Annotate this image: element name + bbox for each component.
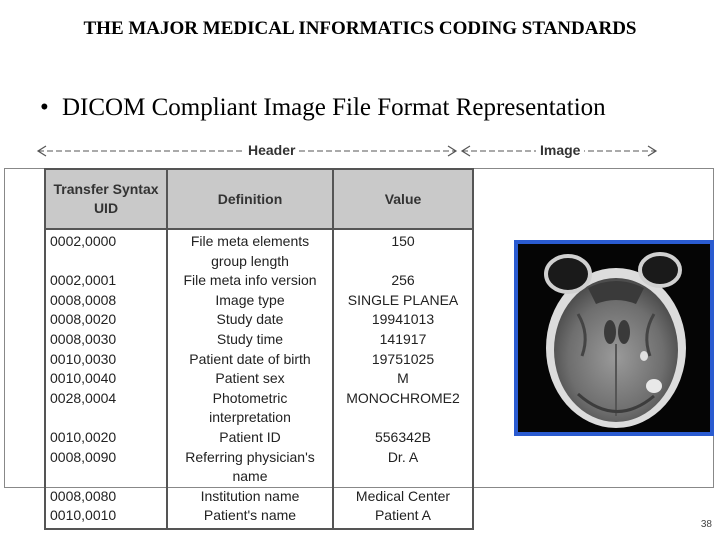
tag-cell: 0008,0030 — [45, 330, 167, 350]
table-row — [45, 271, 473, 291]
table-row — [45, 330, 473, 350]
tag-cell: 0002,0001 — [45, 271, 167, 291]
ct-scan-image — [514, 240, 714, 436]
tag-cell: 0008,0008 — [45, 291, 167, 311]
value-cell: Dr. A — [333, 448, 473, 487]
tag-cell: 0008,0090 — [45, 448, 167, 487]
definition-cell: Patient's name — [167, 506, 333, 529]
value-cell: 150 — [333, 229, 473, 271]
definition-cell: Image type — [167, 291, 333, 311]
table-row — [45, 506, 473, 529]
definition-cell: File meta elements group length — [167, 229, 333, 271]
table-row — [45, 350, 473, 370]
definition-cell: Patient date of birth — [167, 350, 333, 370]
col-transfer-syntax: Transfer Syntax UID — [45, 169, 167, 229]
definition-cell: File meta info version — [167, 271, 333, 291]
col-definition: Definition — [167, 169, 333, 229]
definition-cell: Study time — [167, 330, 333, 350]
value-cell: 19751025 — [333, 350, 473, 370]
table-row — [45, 428, 473, 448]
value-cell: 256 — [333, 271, 473, 291]
value-cell: Medical Center — [333, 487, 473, 507]
bullet-dot: • — [40, 94, 49, 121]
value-cell: Patient A — [333, 506, 473, 529]
tag-cell: 0002,0000 — [45, 229, 167, 271]
tag-cell: 0010,0010 — [45, 506, 167, 529]
header-label: Header — [244, 142, 299, 158]
tag-cell: 0010,0040 — [45, 369, 167, 389]
page-number: 38 — [700, 519, 712, 530]
tag-cell: 0028,0004 — [45, 389, 167, 428]
value-cell: 556342B — [333, 428, 473, 448]
table-row — [45, 487, 473, 507]
brain-ct-scan — [518, 244, 710, 432]
tag-cell: 0010,0020 — [45, 428, 167, 448]
table-row — [45, 310, 473, 330]
table-row — [45, 369, 473, 389]
definition-cell: Institution name — [167, 487, 333, 507]
value-cell: M — [333, 369, 473, 389]
bullet-point — [40, 94, 606, 122]
image-label: Image — [536, 142, 584, 158]
col-value: Value — [333, 169, 473, 229]
value-cell: SINGLE PLANEA — [333, 291, 473, 311]
table-row — [45, 229, 473, 271]
definition-cell: Photometric interpretation — [167, 389, 333, 428]
table-row — [45, 389, 473, 428]
table-header-row — [45, 169, 473, 229]
value-cell: 141917 — [333, 330, 473, 350]
definition-cell: Patient sex — [167, 369, 333, 389]
definition-cell: Patient ID — [167, 428, 333, 448]
definition-cell: Referring physician's name — [167, 448, 333, 487]
tag-cell: 0010,0030 — [45, 350, 167, 370]
tag-cell: 0008,0080 — [45, 487, 167, 507]
table-row — [45, 448, 473, 487]
value-cell: 19941013 — [333, 310, 473, 330]
table-row — [45, 291, 473, 311]
definition-cell: Study date — [167, 310, 333, 330]
slide-title: THE MAJOR MEDICAL INFORMATICS CODING STANDARDS — [83, 18, 637, 39]
tag-cell: 0008,0020 — [45, 310, 167, 330]
value-cell: MONOCHROME2 — [333, 389, 473, 428]
header-image-arrows — [36, 140, 660, 162]
dicom-header-table — [44, 168, 474, 530]
bullet-text: DICOM Compliant Image File Format Representation — [62, 94, 606, 121]
